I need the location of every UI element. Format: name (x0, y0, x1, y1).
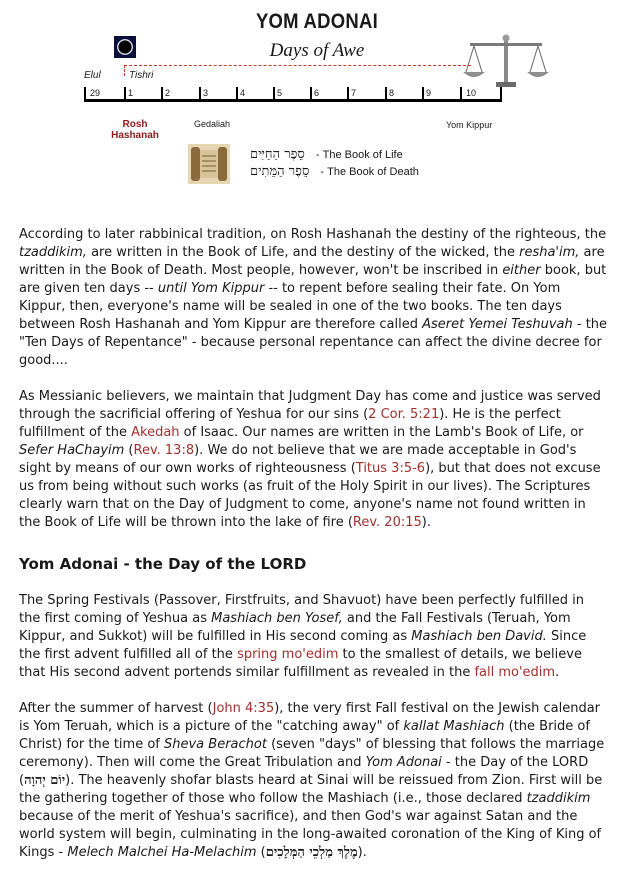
hebrew-melech-malchei: מֶלֶךְ מַלְכֵי הַמְּלָכִים (265, 845, 358, 860)
timeline-tick (199, 87, 201, 102)
link-akedah[interactable]: Akedah (131, 425, 180, 440)
scales-of-justice-icon (462, 34, 550, 90)
timeline-axis (84, 99, 502, 102)
timeline-tick (236, 87, 238, 102)
month-elul: Elul (84, 70, 101, 81)
book-of-death-label: - The Book of Death (320, 166, 419, 178)
day-number: 3 (203, 88, 209, 98)
book-of-death-hebrew: סֵפֶר הַמֵּתִים (250, 164, 310, 179)
days-of-awe-header (0, 0, 634, 200)
link-fall-moedim[interactable]: fall mo'edim (474, 665, 556, 680)
paragraph-messianic: As Messianic believers, we maintain that Judgment Day has come and justice was served through the sacrificial offering of Yeshua for our sins (2 Cor. 5:21). He is the perfect fulfillment of the Akedah of Isaac. Our names are written in the Lamb's Book of Life, or Sefer HaChayim (Rev. 13:8). We do not believe that we are made acceptable in God's sight by means of our own works of righteousness (Titus 3:5-6), but that does not excuse us from being without such works (as fruit of the Holy Spirit in our lives). The Scriptures clearly warn that on the Day of Judgment to come, anyone's name not found written in the Book of Life will be thrown into the lake of fire (Rev. 20:15). (19, 389, 601, 530)
link-rev-13-8[interactable]: Rev. 13:8 (133, 443, 195, 458)
timeline-tick (161, 87, 163, 102)
link-2-cor-5-21[interactable]: 2 Cor. 5:21 (368, 407, 440, 422)
day-number: 7 (351, 88, 357, 98)
day-number: 9 (426, 88, 432, 98)
timeline-tick (385, 87, 387, 102)
day-number: 8 (389, 88, 395, 98)
timeline-tick (273, 87, 275, 102)
hebrew-yom-adonai: יוֹם יְהוָה (24, 773, 66, 788)
section-heading: Yom Adonai - the Day of the LORD (19, 555, 307, 573)
scroll-icon (188, 144, 230, 184)
eclipse-icon (114, 36, 136, 58)
timeline-tick (124, 87, 126, 102)
link-titus-3-5-6[interactable]: Titus 3:5-6 (355, 461, 426, 476)
paragraph-festivals: The Spring Festivals (Passover, Firstfruits, and Shavuot) have been perfectly fulfilled in the first coming of Yeshua as Mashiach ben Yosef, and the Fall Festivals (Teruah, Yom Kippur, and Sukkot) will be fulfilled in His second coming as Mashiach ben David. Since the first advent fulfilled all of the spring mo'edim to the smallest of details, we believe that His second advent portends similar fulfillment as revealed in the fall mo'edim. (19, 593, 587, 680)
book-of-life-line (250, 146, 403, 162)
link-john-4-35[interactable]: John 4:35 (212, 701, 275, 716)
timeline-tick (347, 87, 349, 102)
day-number: 5 (277, 88, 283, 98)
paragraph-tradition: According to later rabbinical tradition, on Rosh Hashanah the destiny of the righteous, the tzaddikim, are written in the Book of Life, and the destiny of the wicked, the resha'im, are written in the Book of Death. Most people, however, won't be inscribed in either book, but are given ten days -- until Yom Kippur -- to repent before sealing their fate. On Yom Kippur, then, everyone's name will be sealed in one of the two books. The ten days between Rosh Hashanah and Yom Kippur are therefore called Aseret Yemei Teshuvah - the "Ten Days of Repentance" - because personal repentance can affect the divine decree for good.... (19, 227, 608, 368)
label-rosh-hashanah: Rosh Hashanah (111, 119, 159, 141)
book-of-life-hebrew: סֵפֶר הַחַיִּים (250, 147, 305, 162)
label-yom-kippur: Yom Kippur (446, 120, 493, 130)
day-number: 1 (128, 88, 134, 98)
link-rev-20-15[interactable]: Rev. 20:15 (352, 515, 422, 530)
day-number: 29 (90, 88, 101, 98)
page-subtitle: Days of Awe (269, 40, 365, 61)
timeline-tick (460, 87, 462, 102)
day-number: 4 (240, 88, 246, 98)
book-of-life-label: - The Book of Life (315, 149, 403, 161)
day-number: 2 (165, 88, 171, 98)
book-of-death-line (250, 163, 419, 179)
timeline-tick (500, 87, 502, 102)
paragraph-yom-teruah: After the summer of harvest (John 4:35), the very first Fall festival on the Jewish calendar is Yom Teruah, which is a picture of the "catching away" of kallat Mashiach (the Bride of Christ) for the time of Sheva Berachot (seven "days" of blessing that follows the marriage ceremony). Then will come the Great Tribulation and Yom Adonai - the Day of the LORD (יוֹם יְהוָה). The heavenly shofar blasts heard at Sinai will be reissued from Zion. First will be the gathering together of those who follow the Mashiach (i.e., those declared tzaddikim because of the merit of Yeshua's sacrifice), and then God's war against Satan and the world system will begin, culminating in the long-awaited coronation of the King of King of Kings - Melech Malchei Ha-Melachim (מֶלֶךְ מַלְכֵי הַמְּלָכִים). (19, 701, 605, 860)
timeline-tick (84, 87, 86, 102)
article-body (19, 226, 609, 880)
link-spring-moedim[interactable]: spring mo'edim (237, 647, 339, 662)
timeline-bracket (124, 65, 471, 76)
month-tishri: Tishri (129, 70, 154, 81)
day-number: 6 (314, 88, 320, 98)
timeline-tick (310, 87, 312, 102)
day-number: 10 (466, 88, 477, 98)
timeline-tick (422, 87, 424, 102)
label-gedaliah: Gedaliah (194, 119, 231, 129)
page-title: YOM ADONAI (255, 10, 379, 33)
